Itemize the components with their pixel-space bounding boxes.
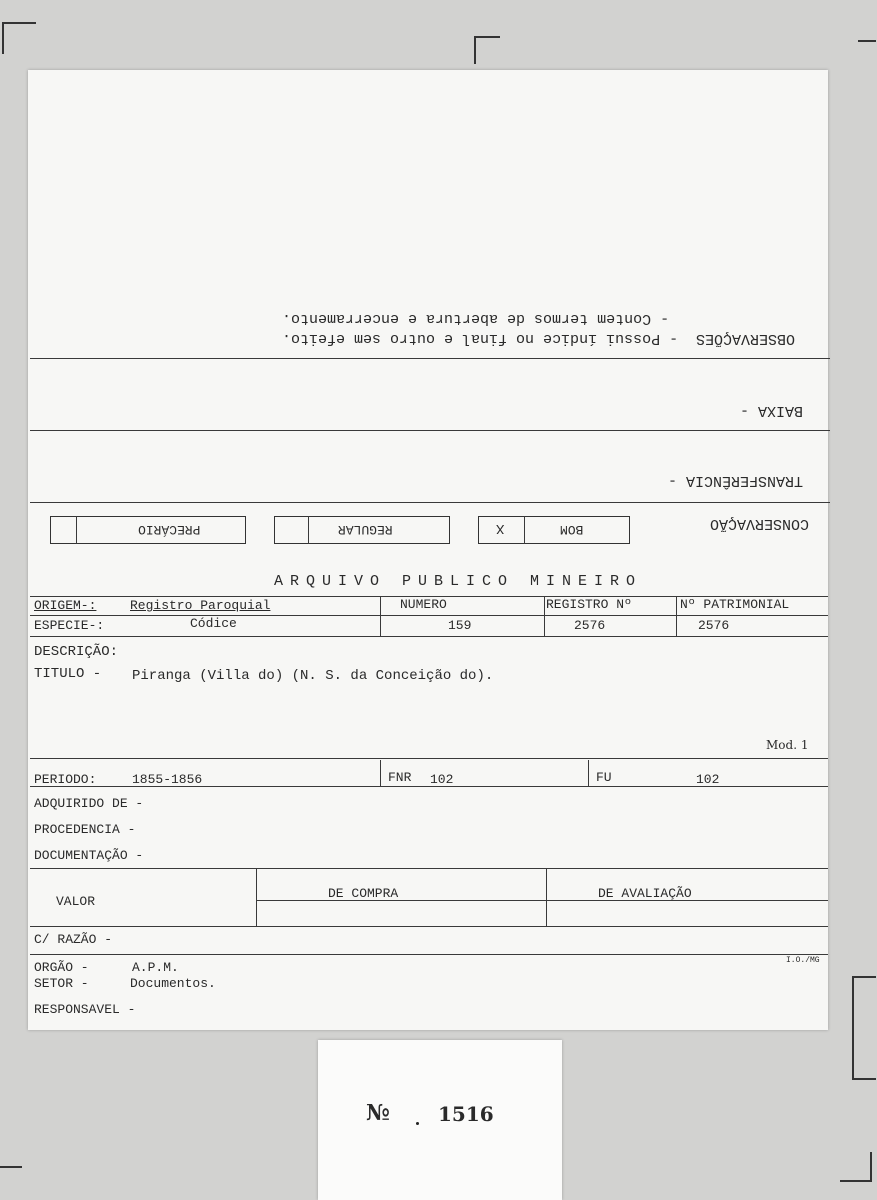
compra-label: DE COMPRA xyxy=(328,886,399,901)
regular-divider xyxy=(308,516,309,544)
rule-periodo-top xyxy=(30,758,828,759)
observacoes-line-2: - Contem termos de abertura e encerramento. xyxy=(282,310,670,327)
valor-label: VALOR xyxy=(56,894,96,909)
crop-mark-top-center xyxy=(474,36,500,64)
divider-patrimonial xyxy=(676,596,677,636)
fu-value: 102 xyxy=(696,772,720,787)
crop-mark-top-left xyxy=(2,22,36,54)
razao-label: C/ RAZÃO - xyxy=(34,932,113,947)
divider-numero xyxy=(380,596,381,636)
rule-razao-bottom xyxy=(30,954,828,955)
rule-transferencia xyxy=(30,502,830,503)
numero-label: NUMERO xyxy=(400,597,447,612)
fnr-label: FNR xyxy=(388,770,412,785)
avaliacao-label: DE AVALIAÇÃO xyxy=(598,886,692,901)
origem-value: Registro Paroquial xyxy=(130,598,271,613)
bom-divider xyxy=(524,516,525,544)
rule-valor-top xyxy=(30,868,828,869)
rule-valor-bottom xyxy=(30,926,828,927)
setor-value: Documentos. xyxy=(130,976,216,991)
especie-label: ESPECIE-: xyxy=(34,618,105,633)
conservacao-precario-label: PRECÁRIO xyxy=(138,522,201,537)
rule-baixa xyxy=(30,430,830,431)
io-mark: I.O./MG xyxy=(786,956,820,965)
orgao-value: A.P.M. xyxy=(132,960,179,975)
origem-label: ORIGEM-: xyxy=(34,598,97,613)
observacoes-label: OBSERVAÇÕES xyxy=(696,330,796,347)
conservacao-regular-label: REGULAR xyxy=(338,522,393,537)
crop-mark-right-bracket xyxy=(852,976,876,1080)
adquirido-label: ADQUIRIDO DE - xyxy=(34,796,144,811)
periodo-label: PERIODO: xyxy=(34,772,97,787)
titulo-label: TITULO - xyxy=(34,666,102,682)
titulo-value: Piranga (Villa do) (N. S. da Conceição do). xyxy=(132,668,494,684)
number-symbol: № xyxy=(366,1100,390,1126)
rule-valor-mid xyxy=(256,900,828,901)
orgao-label: ORGÃO - xyxy=(34,960,89,975)
rule-periodo-bottom xyxy=(30,786,828,787)
responsavel-label: RESPONSAVEL - xyxy=(34,1002,136,1017)
divider-fu xyxy=(588,760,589,786)
patrimonial-value: 2576 xyxy=(698,618,730,633)
baixa-label: BAIXA - xyxy=(740,402,804,419)
especie-value: Códice xyxy=(190,616,237,631)
setor-label: SETOR - xyxy=(34,976,89,991)
archive-title: ARQUIVO PUBLICO MINEIRO xyxy=(274,573,643,590)
mod-number: Mod. 1 xyxy=(766,738,809,752)
observacoes-line-1: - Possui índice no final e outro sem efeito. xyxy=(282,330,679,347)
patrimonial-label: Nº PATRIMONIAL xyxy=(680,597,790,612)
fu-label: FU xyxy=(596,770,612,785)
rule-identity-mid xyxy=(30,615,828,616)
divider-compra xyxy=(256,868,257,926)
conservacao-bom-mark: X xyxy=(496,520,505,536)
fnr-value: 102 xyxy=(430,772,454,787)
documentacao-label: DOCUMENTAÇÃO - xyxy=(34,848,144,863)
precario-divider xyxy=(76,516,77,544)
periodo-value: 1855-1856 xyxy=(132,772,203,787)
catalog-card xyxy=(28,70,828,1030)
divider-registro xyxy=(544,596,545,636)
conservacao-label: CONSERVAÇÃO xyxy=(710,515,810,532)
numero-value: 159 xyxy=(448,618,472,633)
registro-label: REGISTRO Nº xyxy=(546,597,632,612)
descricao-label: DESCRIÇÃO: xyxy=(34,644,119,660)
number-tag xyxy=(318,1040,562,1200)
divider-avaliacao xyxy=(546,868,547,926)
conservacao-bom-label: BOM xyxy=(560,522,584,537)
crop-mark-bottom-left xyxy=(0,1166,22,1168)
registro-value: 2576 xyxy=(574,618,606,633)
crop-mark-top-right xyxy=(858,40,876,42)
rule-identity-bottom xyxy=(30,636,828,637)
crop-mark-bottom-right xyxy=(840,1152,872,1182)
transferencia-label: TRANSFERÊNCIA - xyxy=(668,472,804,489)
rule-observacoes xyxy=(30,358,830,359)
divider-fnr xyxy=(380,760,381,786)
number-dot xyxy=(416,1122,419,1125)
procedencia-label: PROCEDENCIA - xyxy=(34,822,136,837)
number-value: 1516 xyxy=(438,1102,494,1126)
